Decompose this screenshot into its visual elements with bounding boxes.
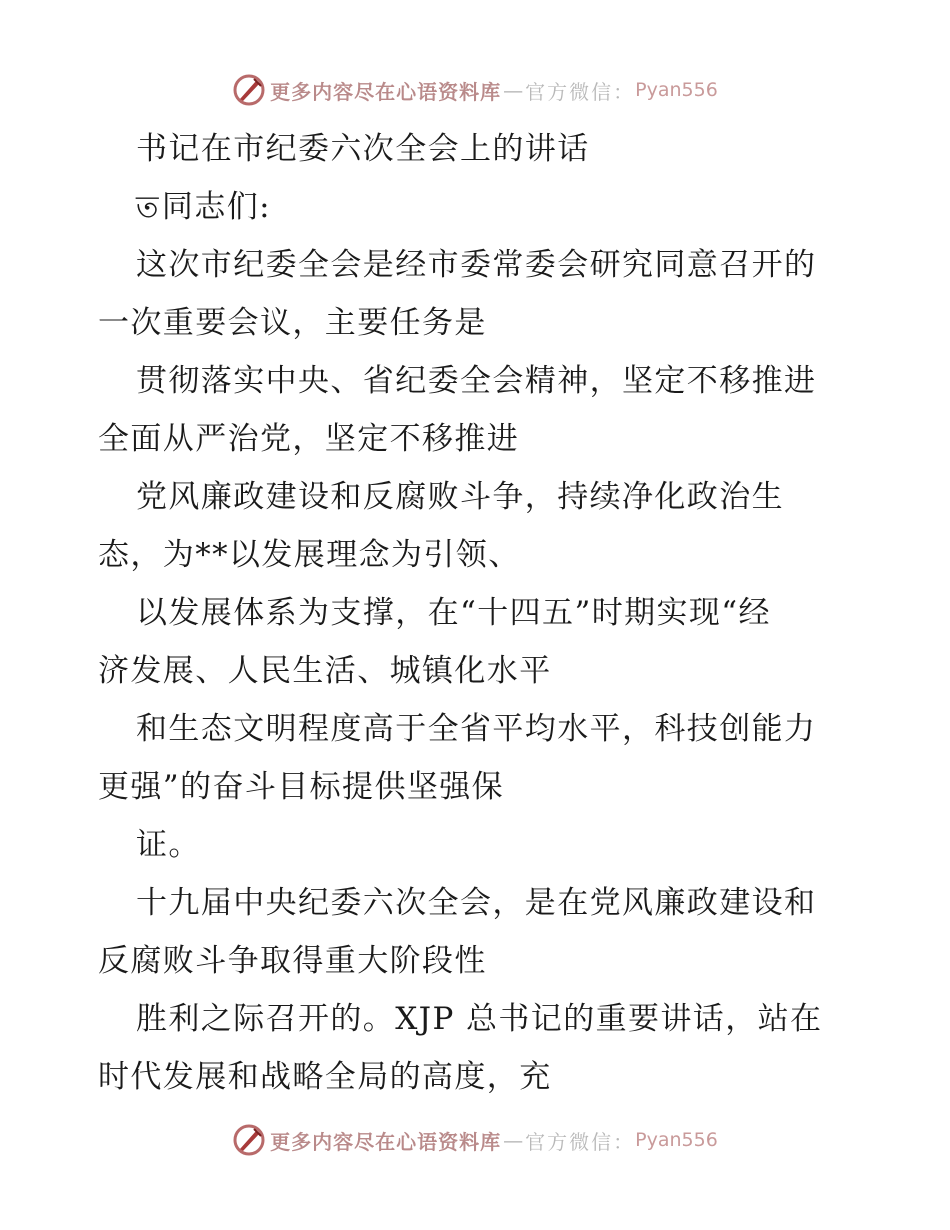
paragraph-line: 和生态文明程度高于全省平均水平，科技创能力 xyxy=(136,711,817,747)
paragraph-line: 胜利之际召开的。XJP 总书记的重要讲话，站在 xyxy=(136,1001,823,1037)
document-body xyxy=(98,120,858,1106)
salutation-text: 同志们: xyxy=(161,189,271,225)
paragraph-line: 以发展体系为支撑，在“十四五”时期实现“经 xyxy=(136,595,771,631)
paragraph-line: 一次重要会议，主要任务是 xyxy=(98,305,487,341)
footer-watermark xyxy=(0,1120,950,1160)
paragraph-line: 这次市纪委全会是经市委常委会研究同意召开的 xyxy=(136,247,817,283)
paragraph-line: 时代发展和战略全局的高度，充 xyxy=(98,1059,552,1095)
document-title: 书记在市纪委六次全会上的讲话 xyxy=(136,131,590,167)
watermark-wechat-id: Pyan556 xyxy=(635,1129,718,1151)
paragraph-line: 贯彻落实中央、省纪委全会精神，坚定不移推进 xyxy=(136,363,817,399)
paragraph-line: 十九届中央纪委六次全会，是在党风廉政建设和 xyxy=(136,885,817,921)
watermark-site-text: 更多内容尽在心语资料库 xyxy=(270,79,502,104)
watermark-site-text: 更多内容尽在心语资料库 xyxy=(270,1129,502,1154)
watermark-wechat-label: 官方微信： xyxy=(525,1129,636,1154)
paragraph-line: 全面从严治党，坚定不移推进 xyxy=(98,421,520,457)
salutation-line xyxy=(98,178,858,236)
paragraph-line: 济发展、人民生活、城镇化水平 xyxy=(98,653,552,689)
paragraph-line: 党风廉政建设和反腐败斗争，持续净化政治生 xyxy=(136,479,784,515)
paragraph-line: 更强”的奋斗目标提供坚强保 xyxy=(98,769,505,805)
paragraph-line: 证。 xyxy=(136,827,201,863)
quill-seal-icon xyxy=(232,1123,266,1157)
ornament-swirl-icon: ত xyxy=(136,190,160,225)
paragraph-line: 态，为**以发展理念为引领、 xyxy=(98,537,521,573)
watermark-wechat-id: Pyan556 xyxy=(635,79,718,101)
watermark-dash: — xyxy=(503,1128,524,1152)
paragraph-line: 反腐败斗争取得重大阶段性 xyxy=(98,943,487,979)
header-watermark xyxy=(0,70,950,110)
quill-seal-icon xyxy=(232,73,266,107)
watermark-dash: — xyxy=(503,78,524,102)
watermark-wechat-label: 官方微信： xyxy=(525,79,636,104)
